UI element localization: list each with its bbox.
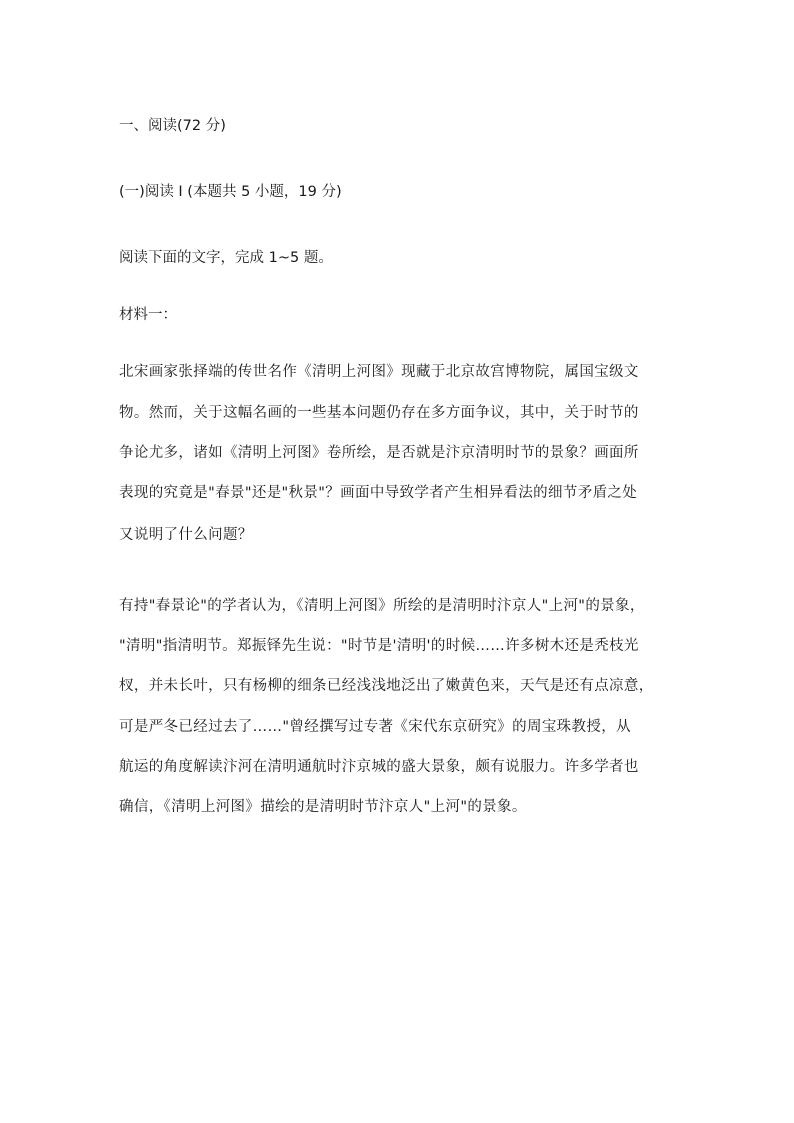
paragraph-line: 北宋画家张择端的传世名作《清明上河图》现藏于北京故宫博物院，属国宝级文 (119, 364, 639, 380)
paragraph-line: 争论尤多，诸如《清明上河图》卷所绘，是否就是汴京清明时节的景象？画面所 (119, 445, 639, 461)
paragraph-line: 又说明了什么问题？ (119, 527, 253, 543)
paragraph-line: 物。然而，关于这幅名画的一些基本问题仍存在多方面争议，其中，关于时节的 (119, 405, 639, 421)
paragraph-line: 航运的角度解读汴河在清明通航时汴京城的盛大景象，颇有说服力。许多学者也 (119, 759, 639, 775)
paragraph-line: 表现的究竟是"春景"还是"秋景"？画面中导致学者产生相异看法的细节矛盾之处 (119, 485, 638, 501)
subsection-heading: (一)阅读 I (本题共 5 小题，19 分) (119, 184, 342, 200)
paragraph-line: 有持"春景论"的学者认为，《清明上河图》所绘的是清明时汴京人"上河"的景象， (119, 598, 645, 614)
paragraph-line: 可是严冬已经过去了……"曾经撰写过专著《宋代东京研究》的周宝珠教授，从 (119, 719, 631, 735)
section-heading: 一、阅读(72 分) (119, 118, 226, 134)
instruction-text: 阅读下面的文字，完成 1~5 题。 (119, 250, 333, 266)
material-label: 材料一： (119, 307, 177, 323)
paragraph-line: "清明"指清明节。郑振铎先生说："时节是'清明'的时候……许多树木还是秃枝光 (119, 638, 639, 654)
paragraph-line: 杈，并未长叶，只有杨柳的细条已经浅浅地泛出了嫩黄色来，天气是还有点凉意， (119, 678, 654, 694)
paragraph-line: 确信，《清明上河图》描绘的是清明时节汴京人"上河"的景象。 (119, 799, 527, 815)
